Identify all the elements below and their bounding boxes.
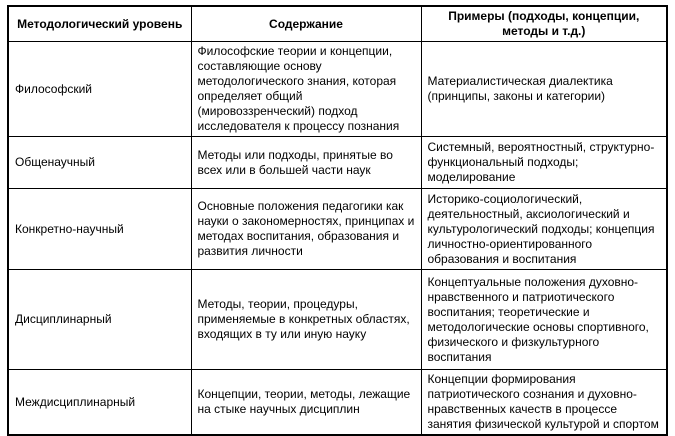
table-row	[8, 137, 667, 189]
examples-cell: Концепции формирования патриотического сознания и духовно-нравственных качеств в процессе занятия физической культурой и спортом	[421, 370, 667, 436]
table-row	[8, 189, 667, 270]
examples-cell: Системный, вероятностный, структурно-функциональный подходы; моделирование	[421, 137, 667, 189]
content-cell: Концепции, теории, методы, лежащие на стыке научных дисциплин	[191, 370, 421, 436]
level-cell: Дисциплинарный	[8, 270, 191, 370]
methodology-levels-table	[7, 5, 668, 436]
header-cell-content: Содержание	[191, 6, 421, 42]
content-cell: Философские теории и концепции, составляющие основу методологического знания, которая определяет общий (мировоззренческий) подход исследователя к процессу познания	[191, 42, 421, 137]
examples-cell: Историко-социологический, деятельностный, аксиологический и культурологический подходы; концепция личностно-ориентированного образования и воспитания	[421, 189, 667, 270]
content-cell: Основные положения педагогики как науки о закономерностях, принципах и методах воспитания, образования и развития личности	[191, 189, 421, 270]
header-cell-examples: Примеры (подходы, концепции, методы и т.д.)	[421, 6, 667, 42]
level-cell: Междисциплинарный	[8, 370, 191, 436]
header-row	[8, 6, 667, 42]
content-cell: Методы, теории, процедуры, применяемые в конкретных областях, входящих в ту или иную науку	[191, 270, 421, 370]
table-row	[8, 42, 667, 137]
header-cell-level: Методологический уровень	[8, 6, 191, 42]
table-row	[8, 370, 667, 436]
table-row	[8, 270, 667, 370]
content-cell: Методы или подходы, принятые во всех или в большей части наук	[191, 137, 421, 189]
level-cell: Общенаучный	[8, 137, 191, 189]
level-cell: Философский	[8, 42, 191, 137]
examples-cell: Концептуальные положения духовно-нравственного и патриотического воспитания; теоретические и методологические основы спортивного, физического и физкультурного воспитания	[421, 270, 667, 370]
examples-cell: Материалистическая диалектика (принципы, законы и категории)	[421, 42, 667, 137]
level-cell: Конкретно-научный	[8, 189, 191, 270]
